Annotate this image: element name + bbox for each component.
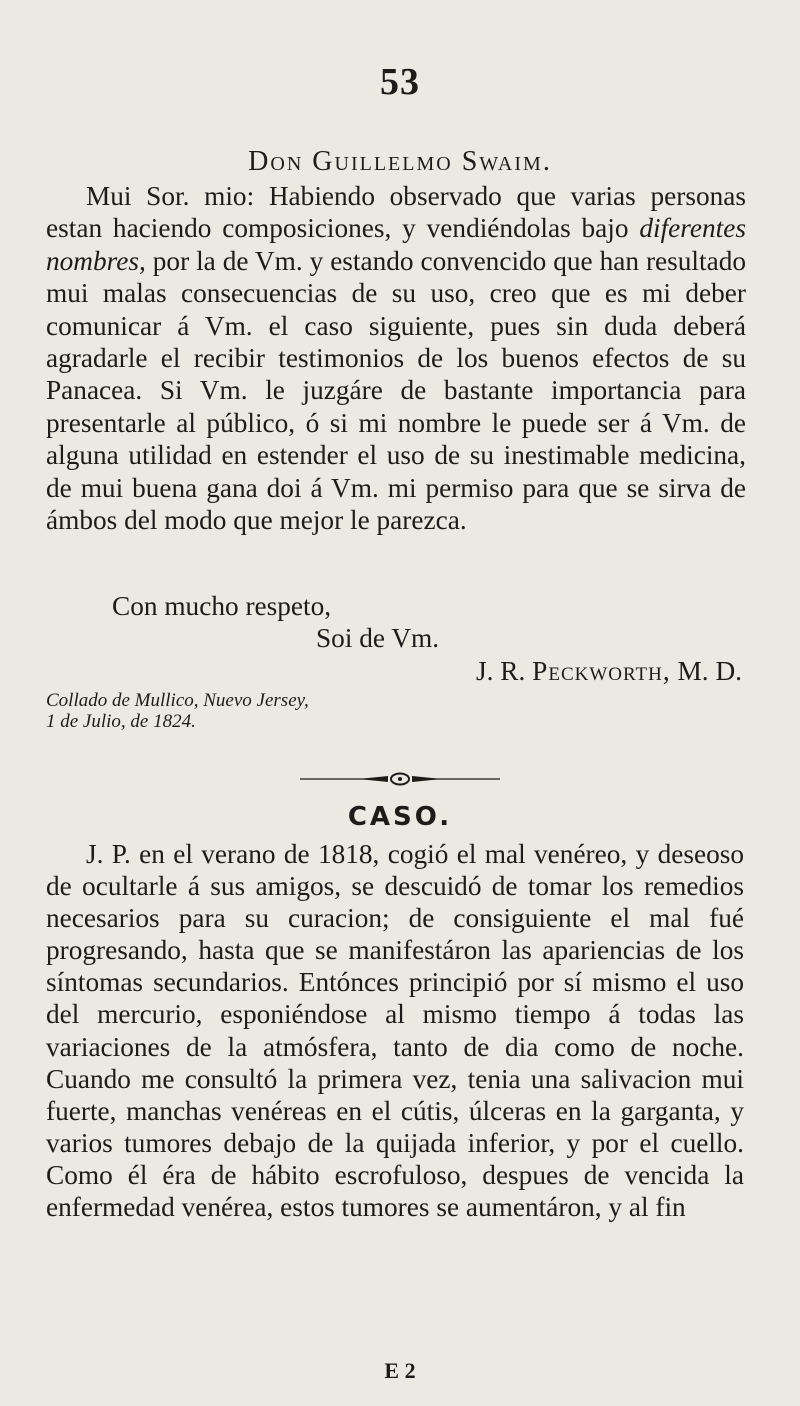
printer-signature-mark: E 2	[384, 1358, 416, 1383]
letter-signature	[46, 655, 742, 687]
page-number: 53	[380, 61, 420, 103]
signature-initials: J. R.	[476, 656, 526, 686]
case-body	[46, 838, 744, 1223]
letter-italic-phrase: diferentes nombres,	[46, 213, 746, 276]
case-paragraph: J. P. en el verano de 1818, cogió el mal venéreo, y deseoso de ocultarle á sus amigos, se descuidó de tomar los remedios necesarios para su curacion; de consiguiente el mal fué progresando, hasta que se manifestáron las apariencias de los síntomas secundarios. Entónces principió por sí mismo el uso del mercurio, esponiéndose al mismo tiempo á todas las variaciones de la atmósfera, tanto de dia como de noche. Cuando me consultó la primera vez, tenia una salivacion mui fuerte, manchas venéreas en el cútis, úlceras en la garganta, y varios tumores debajo de la quijada inferior, y por el cuello. Como él éra de hábito escrofuloso, despues de vencida la enfermedad venérea, estos tumores se aumentáron, y al fin	[46, 839, 744, 1223]
letter-text-before-italic: Mui Sor. mio: Habiendo observado que varias personas estan haciendo composiciones, y vendiéndolas bajo	[46, 181, 746, 244]
letter-closing-2: Soi de Vm.	[316, 623, 440, 653]
letter-addressee: Don Guillelmo Swaim.	[248, 146, 552, 177]
letter-closing: Con mucho respeto,	[112, 591, 332, 621]
divider-ornament	[300, 772, 500, 786]
signature-title: M. D.	[677, 656, 742, 686]
letter-paragraph	[46, 180, 746, 536]
letter-body	[46, 180, 746, 536]
letter-text-after-italic: por la de Vm. y estando convencido que han resultado mui malas consecuencias de su uso, creo que es mi deber comunicar á Vm. el caso siguiente, pues sin duda deberá agradarle el recibir testimonios de los buenos efectos de su Panacea. Si Vm. le juzgáre de bastante importancia para presentarle al público, ó si mi nombre le puede ser á Vm. de alguna utilidad en estender el uso de su inestimable medicina, de mui buena gana doi á Vm. mi permiso para que se sirva de ámbos del modo que mejor le parezca.	[46, 245, 746, 536]
signature-name: Peckworth,	[532, 656, 671, 686]
letter-place-date	[46, 690, 546, 732]
case-heading: CASO.	[347, 802, 453, 832]
place-line: Collado de Mullico, Nuevo Jersey,	[46, 690, 309, 711]
date-line: 1 de Julio, de 1824.	[46, 711, 196, 732]
